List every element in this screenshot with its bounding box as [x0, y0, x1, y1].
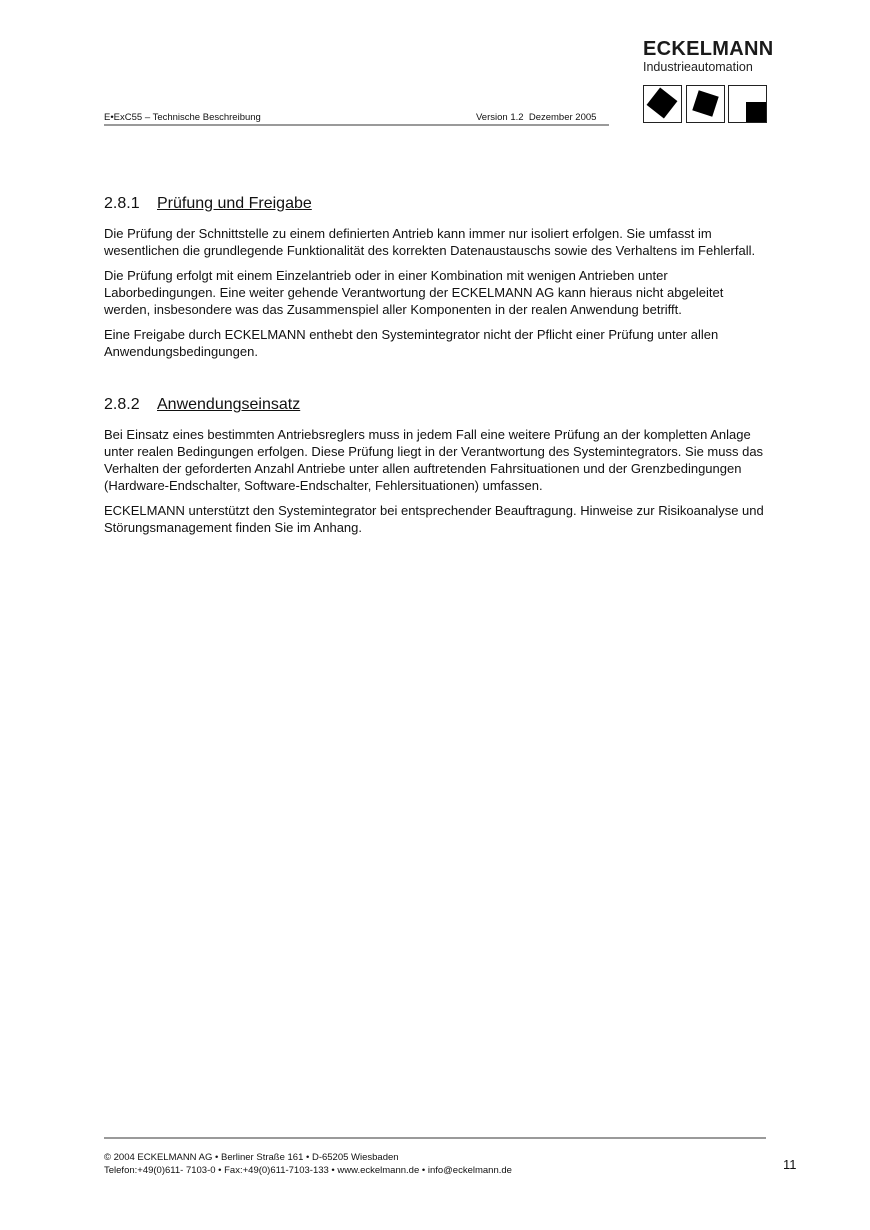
section-2-8-2: [104, 396, 766, 536]
section-heading: [104, 195, 766, 213]
paragraph: Bei Einsatz eines bestimmten Antriebsreglers muss in jedem Fall eine weitere Prüfung an der kompletten Anlage unter realen Bedingungen erfolgen. Diese Prüfung liegt in der Verantwortung des Systemintegrators. Sie muss das Verhalten der geforderten Anzahl Antriebe unter allen auftretenden Fahrsituationen und der Grenzbedingungen (Hardware-Endschalter, Software-Endschalter, Fehlersituationen) umfassen.: [104, 427, 764, 493]
company-logo: [643, 38, 774, 74]
logo-name: ECKELMANN: [643, 38, 774, 60]
header-version: [476, 112, 596, 123]
paragraph: Die Prüfung erfolgt mit einem Einzelantrieb oder in einer Kombination mit wenigen Antrieben unter Laborbedingungen. Eine weiter gehende Verantwortung der ECKELMANN AG kann hieraus nicht abgeleitet werden, insbesondere was das Zusammenspiel aller Komponenten in der realen Anwendung betrifft.: [104, 268, 724, 317]
section-number: 2.8.2: [104, 396, 140, 413]
logo-squares-icon: [643, 85, 768, 125]
footer-phone-web: Telefon:+49(0)611- 7103-0 • Fax:+49(0)611-7103-133 • www.eckelmann.de • info@eckelmann.de: [104, 1165, 512, 1176]
section-heading: [104, 396, 766, 414]
header-document-title: E•ExC55 – Technische Beschreibung: [104, 112, 261, 123]
header-date: Dezember 2005: [528, 112, 597, 123]
page-number: 11: [783, 1157, 797, 1172]
section-number: 2.8.1: [104, 195, 140, 212]
header-rule: [104, 124, 609, 126]
logo-subtitle: Industrieautomation: [643, 60, 753, 74]
header-version-number: Version 1.2: [476, 112, 524, 123]
paragraph: Die Prüfung der Schnittstelle zu einem definierten Antrieb kann immer nur isoliert erfolgen. Sie umfasst im wesentlichen die grundlegende Funktionalität des korrekten Datenaustauschs sowie des Verhaltens im Fehlerfall.: [104, 226, 756, 258]
section-title: Prüfung und Freigabe: [157, 195, 312, 212]
paragraph: ECKELMANN unterstützt den Systemintegrator bei entsprechender Beauftragung. Hinweise zur Risikoanalyse und Störungsmanagement finden Sie im Anhang.: [104, 503, 764, 535]
paragraph: Eine Freigabe durch ECKELMANN enthebt den Systemintegrator nicht der Pflicht einer Prüfung unter allen Anwendungsbedingungen.: [104, 327, 719, 359]
section-2-8-1: [104, 195, 766, 360]
section-title: Anwendungseinsatz: [157, 396, 301, 413]
footer-rule: [104, 1137, 766, 1139]
main-content: [104, 195, 766, 544]
footer-address: © 2004 ECKELMANN AG • Berliner Straße 161 • D-65205 Wiesbaden: [104, 1152, 399, 1163]
footer-contact: [104, 1151, 512, 1177]
